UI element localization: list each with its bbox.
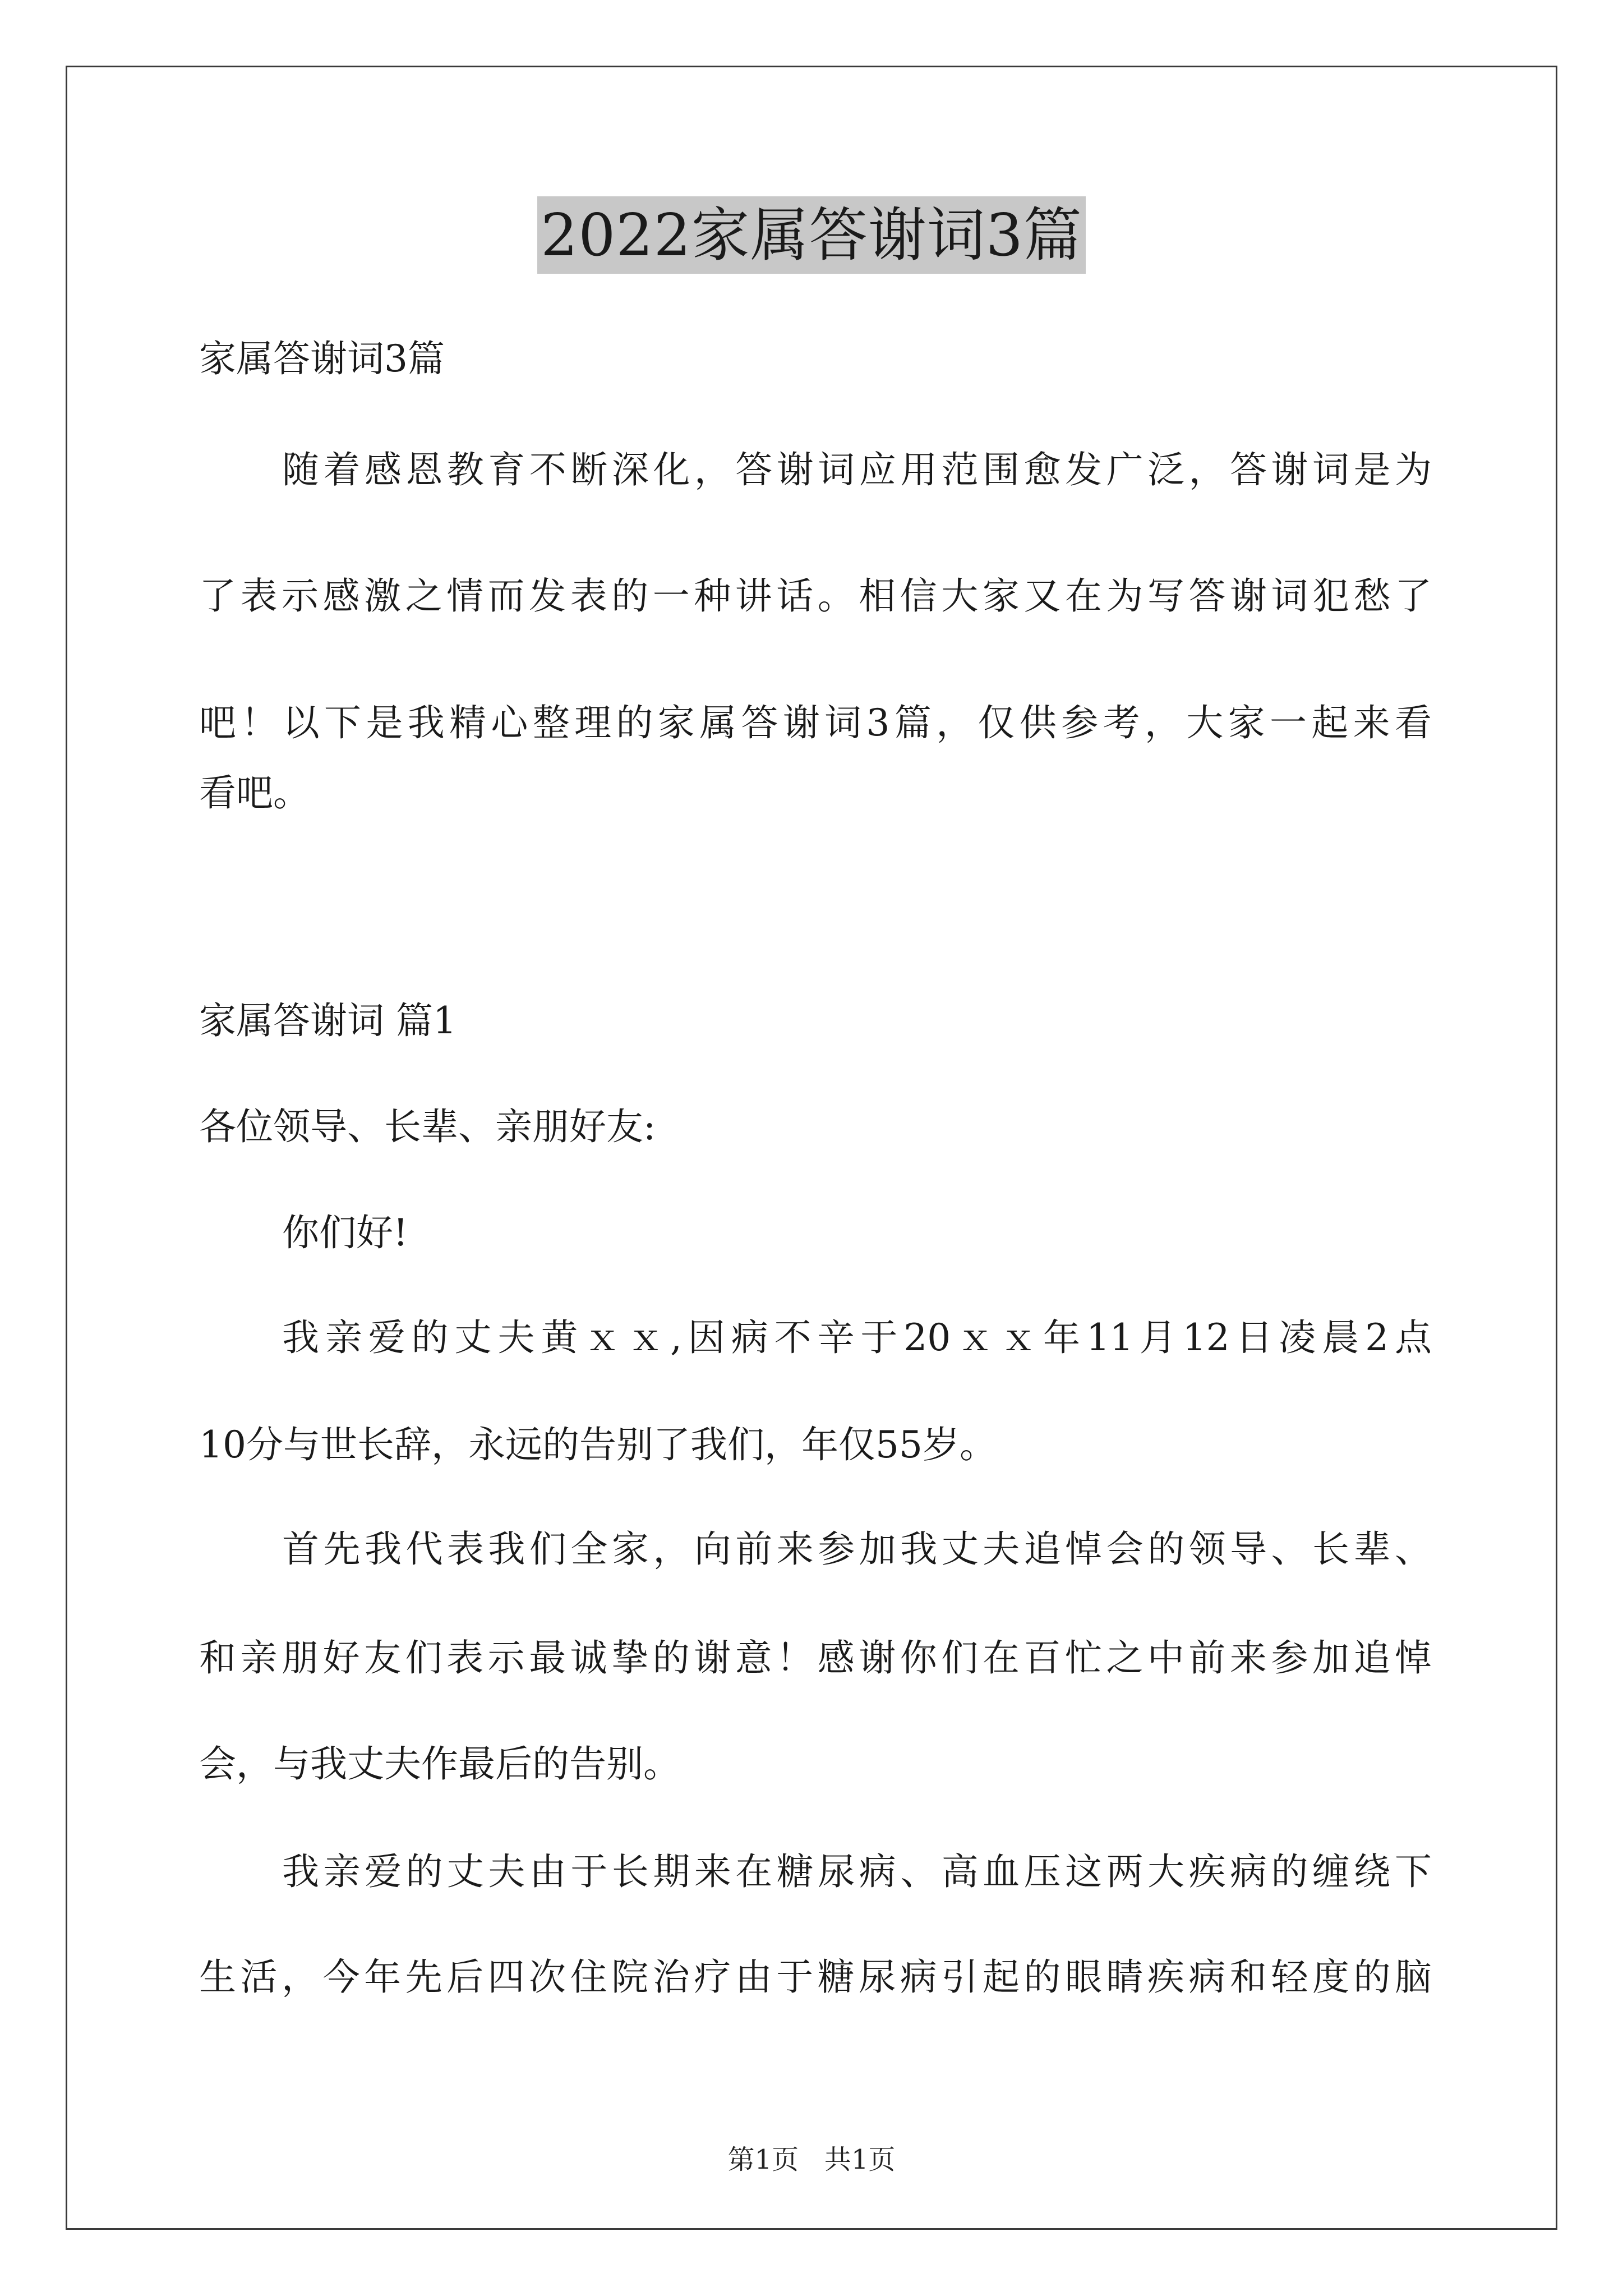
intro-paragraph-line-2: 了表示感激之情而发表的一种讲话。相信大家又在为写答谢词犯愁了 [199,574,1432,618]
body-paragraph-3-line-1: 我亲爱的丈夫由于长期来在糖尿病、高血压这两大疾病的缠绕下 [282,1850,1432,1893]
section-heading: 家属答谢词 篇1 [199,999,457,1042]
page-footer: 第1页 共1页 [727,2144,896,2175]
body-paragraph-1-line-2: 10分与世长辞，永远的告别了我们，年仅55岁。 [199,1423,997,1466]
intro-paragraph-line-3: 吧！以下是我精心整理的家属答谢词3篇，仅供参考，大家一起来看 [199,701,1432,744]
body-paragraph-1-line-1: 我亲爱的丈夫黄ｘｘ,因病不辛于20ｘｘ年11月12日凌晨2点 [282,1316,1432,1359]
subtitle-line: 家属答谢词3篇 [199,337,445,380]
document-title-wrap [0,196,1623,274]
salutation-line: 各位领导、长辈、亲朋好友: [199,1105,656,1148]
body-paragraph-2-line-3: 会，与我丈夫作最后的告别。 [199,1742,680,1786]
greeting-line: 你们好! [282,1211,408,1254]
body-paragraph-2-line-1: 首先我代表我们全家，向前来参加我丈夫追悼会的领导、长辈、 [282,1527,1432,1571]
body-paragraph-2-line-2: 和亲朋好友们表示最诚挚的谢意！感谢你们在百忙之中前来参加追悼 [199,1636,1432,1680]
intro-paragraph-line-4: 看吧。 [199,771,310,815]
body-paragraph-3-line-2: 生活，今年先后四次住院治疗由于糖尿病引起的眼睛疾病和轻度的脑 [199,1955,1432,1999]
document-title: 2022家属答谢词3篇 [537,196,1086,274]
intro-paragraph-line-1: 随着感恩教育不断深化，答谢词应用范围愈发广泛，答谢词是为 [282,448,1432,491]
